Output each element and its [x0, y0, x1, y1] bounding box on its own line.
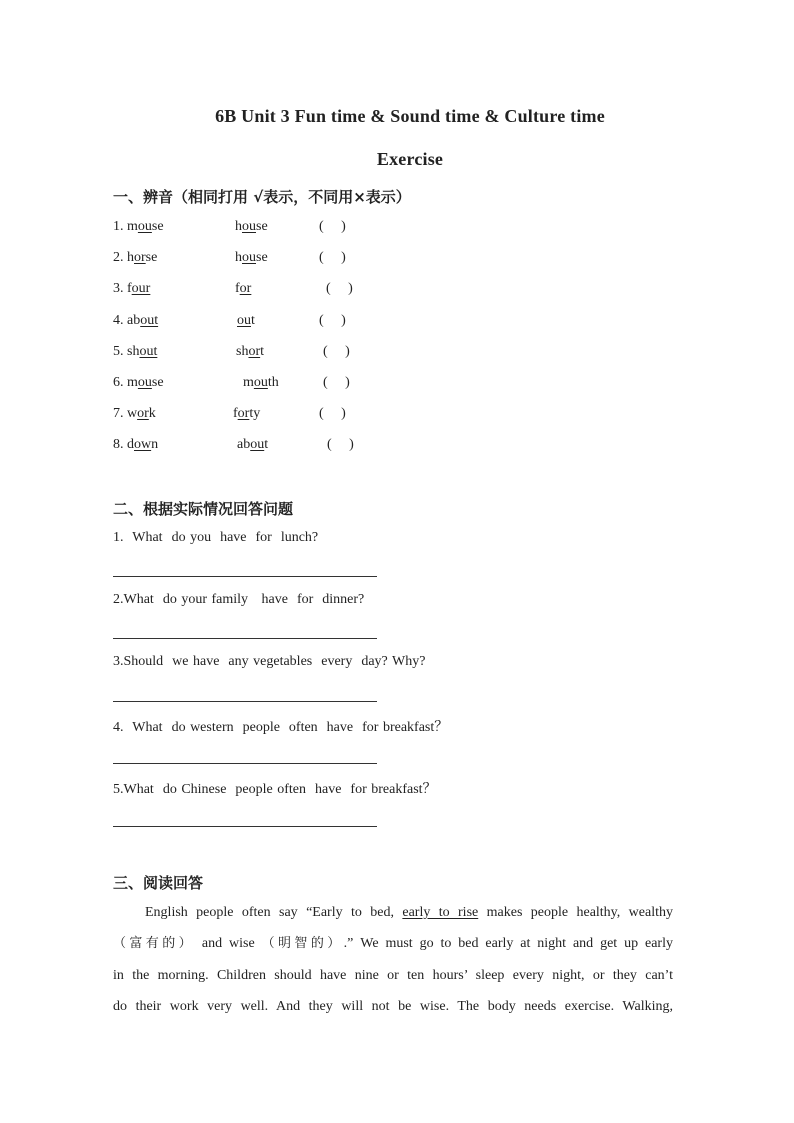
phonics-row: [113, 404, 513, 424]
word-2: out: [237, 313, 255, 328]
answer-parentheses[interactable]: ( ): [323, 344, 350, 359]
passage-line-4: do their work very well. And they will not be wise. The body needs exercise. Walking,: [113, 998, 673, 1014]
word-1: 5. shout: [113, 344, 158, 359]
word-1: 8. down: [113, 437, 159, 452]
phonics-row: [113, 373, 513, 393]
answer-parentheses[interactable]: ( ): [319, 313, 346, 328]
section-3-heading: 三、阅读回答: [113, 874, 204, 892]
question-1: 1. What do you have for lunch?: [113, 530, 319, 545]
answer-line-5[interactable]: [113, 826, 377, 827]
section-1-heading: 一、辨音（相同打用 √表示，不同用×表示）: [113, 188, 411, 206]
phonics-row: [113, 435, 513, 455]
phonics-row: [113, 217, 513, 237]
word-1: 3. four: [113, 281, 151, 296]
worksheet-subtitle: Exercise: [376, 149, 444, 169]
answer-line-2[interactable]: [113, 638, 377, 639]
answer-line-4[interactable]: [113, 763, 377, 764]
word-1: 7. work: [113, 406, 156, 421]
answer-parentheses[interactable]: ( ): [326, 281, 353, 296]
answer-parentheses[interactable]: ( ): [319, 219, 346, 234]
word-2: forty: [233, 406, 261, 421]
phonics-row: [113, 342, 513, 362]
word-1: 2. horse: [113, 250, 158, 265]
question-3: 3.Should we have any vegetables every day? Why?: [113, 654, 426, 669]
phonics-row: [113, 279, 513, 299]
answer-parentheses[interactable]: ( ): [319, 250, 346, 265]
answer-parentheses[interactable]: ( ): [327, 437, 354, 452]
underlined-phrase: early to rise: [402, 905, 479, 920]
question-4: 4. What do western people often have for breakfast？: [113, 720, 449, 735]
answer-line-3[interactable]: [113, 701, 377, 702]
phonics-row: [113, 311, 513, 331]
word-2: mouth: [243, 375, 279, 390]
word-2: about: [237, 437, 269, 452]
word-2: for: [235, 281, 252, 296]
passage-line-3: in the morning. Children should have nine or ten hours’ sleep every night, or they can’t: [113, 967, 673, 983]
answer-parentheses[interactable]: ( ): [319, 406, 346, 421]
question-2: 2.What do your family have for dinner?: [113, 592, 365, 607]
section-2-heading: 二、根据实际情况回答问题: [113, 500, 294, 518]
word-1: 6. mouse: [113, 375, 164, 390]
word-1: 4. about: [113, 313, 159, 328]
word-2: house: [235, 250, 268, 265]
phonics-row: [113, 248, 513, 268]
passage-line-1: English people often say “Early to bed, early to rise makes people healthy, wealthy: [145, 905, 673, 920]
passage-line-2: （富有的） and wise （明智的）.” We must go to bed early at night and get up early: [113, 936, 673, 952]
word-1: 1. mouse: [113, 219, 164, 234]
question-5: 5.What do Chinese people often have for breakfast？: [113, 782, 437, 797]
worksheet-title: 6B Unit 3 Fun time & Sound time & Culture time: [215, 106, 605, 126]
reading-passage: [113, 897, 673, 1022]
word-2: short: [236, 344, 265, 359]
word-2: house: [235, 219, 268, 234]
answer-parentheses[interactable]: ( ): [323, 375, 350, 390]
answer-line-1[interactable]: [113, 576, 377, 577]
